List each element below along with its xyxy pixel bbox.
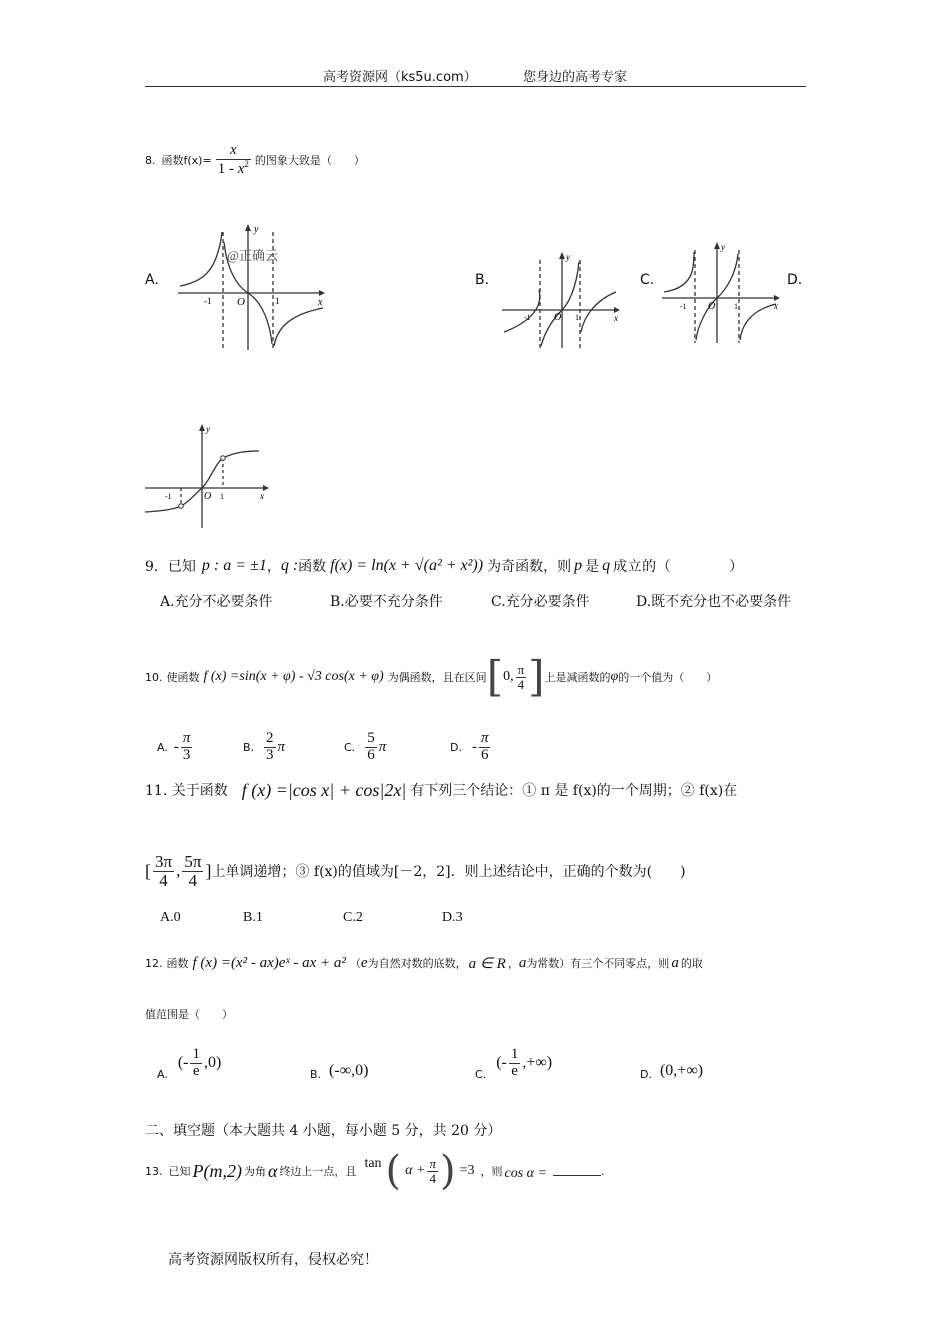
q12-option-d-label: D. [640,1067,652,1081]
q13-arg: α + [405,1163,426,1178]
q11-b-num: 5π [184,851,202,871]
graph-c-y-label: y [721,242,725,252]
page-header [0,66,950,85]
q10-interval-den: 4 [517,676,525,692]
header-rule [145,86,806,87]
q11-tail: 有下列三个结论：① π 是 f(x)的一个周期；② f(x)在 [410,783,738,799]
q12-option-a [157,1040,221,1086]
question-12 [145,948,703,978]
q8-option-c-label: C. [640,272,655,288]
graph-d-open-point-right [221,456,226,461]
q12-p5: 的取 [680,957,703,970]
q12-a2: a [671,954,679,971]
graph-b-origin: O [554,312,562,323]
q9-lead: 9．已知 [145,559,196,575]
q10-option-a-num: π [182,729,191,746]
q11-comma: , [176,861,181,880]
graph-c-pos1: 1 [734,302,738,311]
q13-number: 13. [145,1164,163,1178]
q9-option-a: A.充分不必要条件 [160,594,273,610]
q12-option-b-text: (-∞,0) [329,1062,369,1079]
graph-a-pos1: 1 [275,296,280,306]
q13-ask: cos α = [504,1166,547,1181]
q10-option-a-label: A. [157,740,168,754]
q12-a: a [518,954,527,971]
q10-option-b-num: 2 [266,729,274,746]
q10-tail-a: 上是减函数的 [544,671,611,684]
graph-d-neg1: -1 [165,492,172,501]
q11-option-d: D.3 [442,910,463,925]
q13-alpha: α [267,1160,278,1181]
graph-b-x-label: x [614,313,618,323]
graph-b-curve-mid [541,262,579,346]
q10-interval-fraction [516,663,527,691]
q10-option-c-num: 5 [367,729,375,746]
q9-option-b: B.必要不充分条件 [330,594,443,610]
section-2-title: 二、填空题（本大题共 4 小题，每小题 5 分，共 20 分） [145,1123,502,1139]
q9-func: f(x) = ln(x + √(a² + x²)) [330,557,484,574]
graph-b-neg1: -1 [524,313,531,322]
q13-lead: 已知 [168,1165,191,1178]
graph-a-y-label: y [254,224,259,235]
question-10: 10. 使函数 f (x) =sin(x + φ) - √3 cos(x + φ) 为偶函数，且在区间 [ 0, $\frac{\pi}{4}$ ] 上是减函数的 φ 的一个值为（ ） [145,652,718,701]
question-11 [145,775,737,805]
q12-p1: （ [349,957,361,970]
q12-option-c-num: 1 [510,1045,519,1062]
q10-option-a-fraction [181,731,193,764]
q11-a-fraction [153,853,174,890]
q13-mid: 为角 [243,1165,266,1178]
q10-option-d [450,725,492,769]
q12-option-a-left: (- [177,1054,189,1071]
q8-graph-b [500,250,625,350]
q11-b-den: 4 [188,870,198,890]
q8-den-left: 1 - [217,160,238,177]
q10-option-b-suffix: π [277,738,286,755]
q10-option-d-fraction [479,731,491,764]
q9-is: 是 [585,559,600,575]
q11-line-2-text: 上单调递增；③ f(x)的值域为[－2，2]．则上述结论中，正确的个数为( ) [211,864,686,880]
graph-c-neg1: -1 [680,302,687,311]
graph-a-curve-left [180,232,222,286]
graph-c-origin: O [708,301,716,312]
q12-p3: ， [507,957,519,970]
graph-d-origin: O [204,491,212,502]
q11-lead: 11. 关于函数 [145,783,228,799]
graph-d-y-label: y [206,424,210,434]
q9-mid: 函数 [298,559,327,575]
q12-option-c [475,1040,552,1086]
q8-den-var: x [237,160,245,177]
graph-c-x-label: x [774,301,778,311]
q8-graph-c [660,240,785,345]
q10-option-d-sign: - [471,738,477,755]
q10-tail-b: 的一个值为（ ） [618,671,718,684]
q10-option-d-label: D. [450,740,462,754]
graph-d-open-point-left [179,504,184,509]
q10-number: 10. [145,670,163,684]
q12-func: f (x) =(x² - ax)eˣ - ax + a² [192,954,346,971]
q9-q-part: q : [280,557,299,574]
q12-p2: 为自然对数的底数， [367,957,467,970]
q11-option-a: A.0 [160,910,181,925]
graph-a-curve-right [274,308,323,346]
q12-option-a-right: ,0) [203,1054,222,1071]
q10-lead: 使函数 [166,671,200,684]
question-8 [145,135,365,185]
q11-func: f (x) =|cos x| + cos|2x| [241,779,407,800]
question-13: 13. 已知 P(m,2) 为角 α 终边上一点，且 tan ( α + $\frac{\pi}{4}$ ) =3 ，则 cos α = . [145,1148,605,1194]
q11-int-close: ] [205,860,212,881]
question-9 [145,552,744,580]
q10-mid: 为偶函数，且在区间 [387,671,487,684]
q10-interval-num: π [517,661,525,677]
q8-den-exp: 2 [244,158,249,169]
q8-graph-d [143,422,273,530]
q12-line-2: 值范围是（ ） [145,1008,233,1021]
q8-numerator: x [216,143,251,160]
watermark: @正确云 [227,248,278,263]
q12-p4: 为常数）有三个不同零点，则 [526,957,670,970]
q13-num: π [429,1155,436,1171]
q8-option-b-label: B. [475,272,490,288]
q10-option-c-den: 6 [367,746,375,763]
q13-fraction [427,1157,438,1185]
q10-option-c-suffix: π [378,738,387,755]
q13-end: . [600,1164,605,1178]
q10-option-b [243,725,285,769]
q10-interval-left: 0, [503,669,514,684]
q8-graph-a [175,222,335,352]
q8-number: 8. [145,153,156,167]
q10-option-b-den: 3 [266,746,274,763]
q8-tail: 的图象大致是（ ） [254,154,365,167]
q12-aR: a ∈ R [468,955,506,972]
q9-p: p [574,557,583,574]
q10-option-b-fraction [264,731,276,764]
q12-option-d [640,1056,703,1086]
q9-option-d: D.既不充分也不必要条件 [636,594,792,610]
graph-b-y-label: y [566,252,570,262]
q12-option-a-label: A. [157,1067,168,1081]
q10-option-d-den: 6 [480,746,489,763]
q12-option-a-fraction [190,1047,202,1080]
q13-tan: tan [364,1156,382,1171]
page-footer: 高考资源网版权所有，侵权必究！ [168,1252,378,1268]
q9-q: q [602,557,611,574]
q13-tail: ，则 [480,1165,503,1178]
q9-comma: ， [266,559,281,575]
graph-d-pos1: 1 [220,492,224,501]
q10-option-c [344,725,386,769]
q11-int-open: [ [145,860,151,881]
q12-option-b-label: B. [310,1067,322,1081]
q10-option-c-fraction [365,731,377,764]
graph-d-x-label: x [260,491,264,501]
q10-option-d-num: π [480,729,489,746]
q9-end: 成立的（ ） [613,559,744,575]
q12-option-c-label: C. [475,1067,487,1081]
graph-a-origin: O [237,296,245,308]
q13-point: P(m,2) [192,1160,242,1181]
q10-option-a-sign: - [173,738,179,755]
q13-den: 4 [429,1170,436,1186]
q10-phi: φ [610,669,619,684]
graph-b-curve-left [504,290,540,332]
q12-option-a-num: 1 [192,1045,200,1062]
header-slogan: 您身边的高考专家 [522,70,627,85]
q11-option-c: C.2 [343,910,363,925]
graph-c-curve-left [664,252,694,292]
q13-mid2: 终边上一点，且 [279,1165,357,1178]
q11-line-2 [145,846,686,896]
q12-option-c-den: e [511,1062,518,1079]
q8-option-a-label: A. [145,272,159,288]
q13-answer-blank[interactable] [553,1175,601,1176]
q12-option-c-fraction [509,1047,521,1080]
q12-number: 12. [145,956,163,970]
q12-option-d-text: (0,+∞) [659,1062,704,1079]
q12-option-b [310,1056,368,1086]
q11-option-b: B.1 [243,910,263,925]
graph-a-neg1: -1 [204,296,212,306]
q10-option-b-label: B. [243,740,255,754]
q12-option-c-right: ,+∞) [522,1054,553,1071]
q9-option-c: C.充分必要条件 [491,594,590,610]
q10-option-c-label: C. [344,740,356,754]
graph-a-x-label: x [318,297,323,308]
q13-eq: =3 [459,1163,475,1178]
q11-a-num: 3π [155,851,173,871]
q8-fraction [216,143,251,178]
q9-p-part: p : a = ±1 [201,557,267,574]
q12-lead: 函数 [166,957,189,970]
header-site: 高考资源网（ks5u.com） [322,70,477,85]
q9-tail: 为奇函数，则 [487,559,572,575]
q11-a-den: 4 [159,870,168,890]
q12-option-a-den: e [192,1062,200,1079]
graph-b-curve-right [581,292,616,332]
q12-e: e [360,954,368,971]
q11-b-fraction [182,853,203,890]
q8-func: f(x)= [183,153,212,167]
q10-option-a [157,725,194,769]
q8-option-d-label: D. [787,272,803,288]
graph-b-pos1: 1 [575,313,579,322]
q8-lead: 函数 [161,154,184,167]
q10-func: f (x) =sin(x + φ) - √3 cos(x + φ) [203,669,384,684]
q12-option-c-left: (- [496,1054,507,1071]
graph-c-curve-right [740,304,776,340]
q10-option-a-den: 3 [182,746,191,763]
